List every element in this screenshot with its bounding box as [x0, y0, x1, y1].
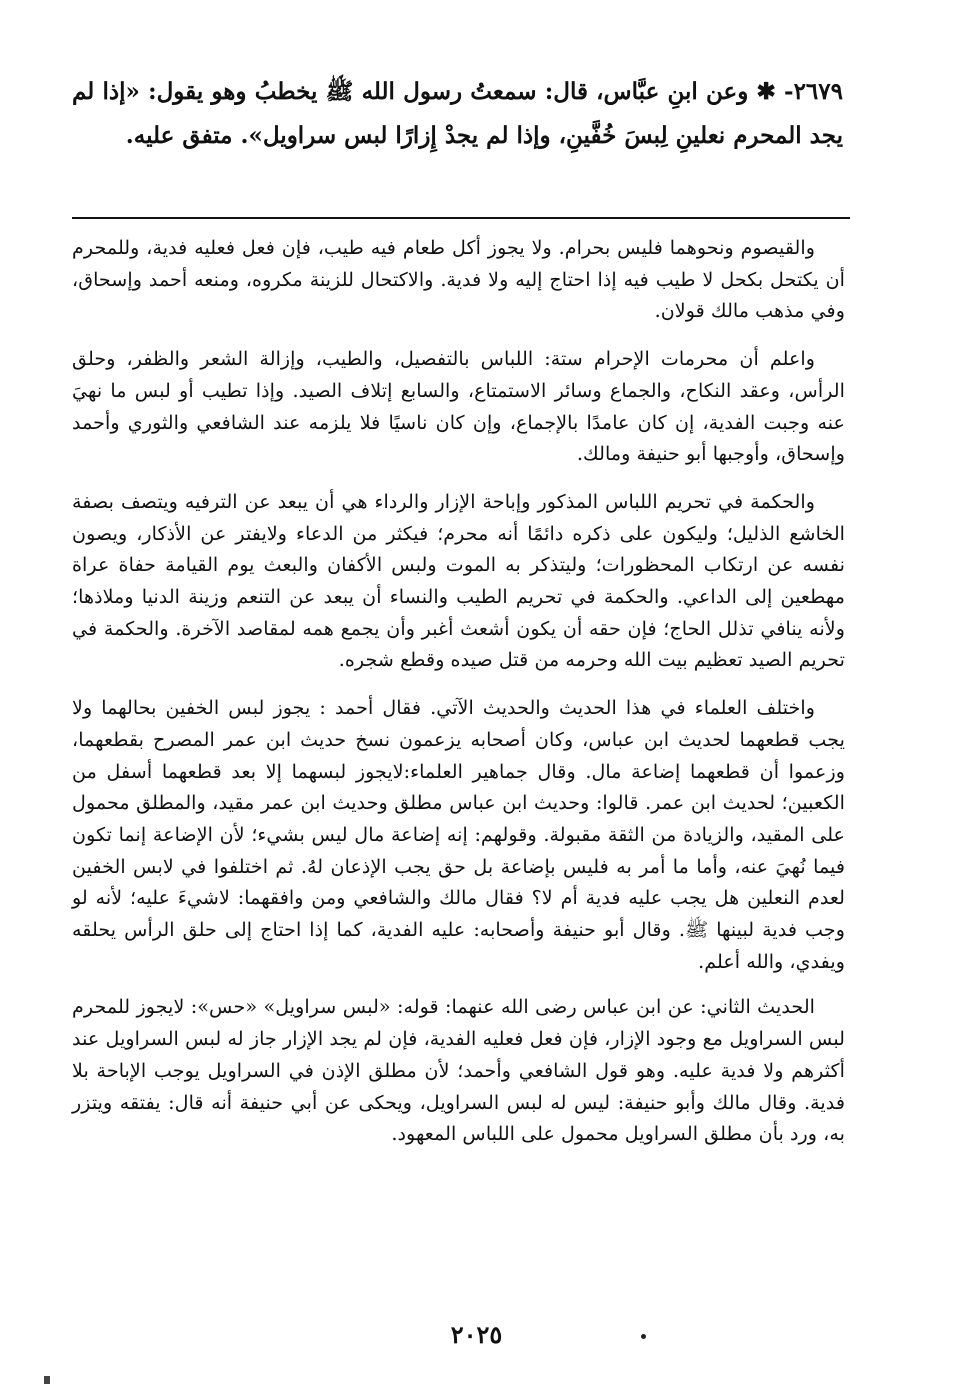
commentary-paragraph-5: الحديث الثاني: عن ابن عباس رضى الله عنهما: قوله: «لبس سراويل» «حس»: لايجوز للمحرم لبس السراويل مع وجود الإزار، فإن فعل فعليه الفدية، فإن لم يجد الإزار جاز له لبس السراويل عند أكثرهم ولا فدية عليه. وهو قول الشافعي وأحمد؛ لأن مطلق الإذن في السراويل يوجب الإباحة بلا فدية. وقال مالك وأبو حنيفة: ليس له لبس السراويل، ويحكى عن أبي حنيفة أنه قال: يفتقه ويتزر به، ورد بأن مطلق السراويل محمول على اللباس المعهود. [72, 995, 845, 1146]
hadith-number: ٢٦٧٩- [784, 78, 843, 105]
commentary-paragraph-2: واعلم أن محرمات الإحرام ستة: اللباس بالتفصيل، والطيب، وإزالة الشعر والظفر، وحلق الرأس، وعقد النكاح، والجماع وسائر الاستمتاع، والسابع إتلاف الصيد. وإذا تطيب أو لبس ما نهيَ عنه وجبت الفدية، إن كان عامدًا بالإجماع، وإن كان ناسيًا فلا يلزمه عند الشافعي والثوري وأحمد وإسحاق، وأوجبها أبو حنيفة ومالك. [72, 347, 845, 466]
hadith-text: وعن ابنِ عبَّاس، قال: سمعتُ رسول الله ﷺ يخطبُ وهو يقول: «إذا لم يجد المحرم نعلينِ لِبسَ خُفَّينِ، وإذا لم يجدْ إِزارًا لبس سراويل». متفق عليه. [72, 78, 843, 149]
hadith-block [72, 70, 843, 158]
star-marker-icon: ✱ [756, 78, 776, 105]
commentary-block [72, 232, 845, 1166]
page-number: ٢٠٢٥ [450, 1320, 503, 1349]
commentary-paragraph-4: واختلف العلماء في هذا الحديث والحديث الآتي. فقال أحمد : يجوز لبس الخفين بحالهما ولا يجب قطعهما لحديث ابن عباس، وكان أصحابه يزعمون نسخ حديث ابن عمر المصرح بقطعهما، وزعموا أن قطعهما إضاعة مال. وقال جماهير العلماء:لايجوز لبسهما إلا بعد قطعهما أسفل من الكعبين؛ لحديث ابن عمر. قالوا: وحديث ابن عباس مطلق وحديث ابن عمر مقيد، والمطلق محمول على المقيد، والزيادة من الثقة مقبولة. وقولهم: إنه إضاعة مال ليس بشيء؛ لأن الإضاعة إنما تكون فيما نُهيَ عنه، وأما ما أمر به فليس بإضاعة بل حق يجب الإذعان لهُ. ثم اختلفوا في لابس الخفين لعدم النعلين هل يجب عليه فدية أم لا؟ فقال مالك والشافعي ومن وافقهما: لاشيءَ عليه؛ لأنه لو وجب فدية لبينها ﷺ. وقال أبو حنيفة وأصحابه: عليه الفدية، كما إذا احتاج إلى حلق الرأس يحلقه ويفدي، والله أعلم. [72, 696, 845, 973]
hadith-paragraph [72, 70, 843, 158]
scan-mark [44, 1376, 50, 1384]
commentary-paragraph-3: والحكمة في تحريم اللباس المذكور وإباحة الإزار والرداء هي أن يبعد عن الترفيه ويتصف بصفة الخاشع الذليل؛ وليكون على ذكره دائمًا أنه محرم؛ فيكثر من الدعاء ولايفتر عن الأذكار، ويصون نفسه عن ارتكاب المحظورات؛ وليتذكر به الموت ولبس الأكفان والبعث يوم القيامة حفاة عراة مهطعين إلى الداعي. والحكمة في تحريم الطيب والنساء أن يبعد عن التنعم وزينة الدنيا وملاذها؛ ولأنه ينافي تذلل الحاج؛ فإن حقه أن يكون أشعث أغبر وأن يجمع همه لمقاصد الآخرة. والحكمة في تحريم الصيد تعظيم بيت الله وحرمه من قتل صيده وقطع شجره. [72, 489, 845, 672]
separator-rule [72, 217, 850, 219]
commentary-paragraph-1: والقيصوم ونحوهما فليس بحرام. ولا يجوز أكل طعام فيه طيب، فإن فعل فعليه فدية، وللمحرم أن يكتحل بكحل لا طيب فيه إذا احتاج إليه ولا فدية. والاكتحال للزينة مكروه، ومنعه أحمد وإسحاق، وفي مذهب مالك قولان. [72, 236, 845, 323]
